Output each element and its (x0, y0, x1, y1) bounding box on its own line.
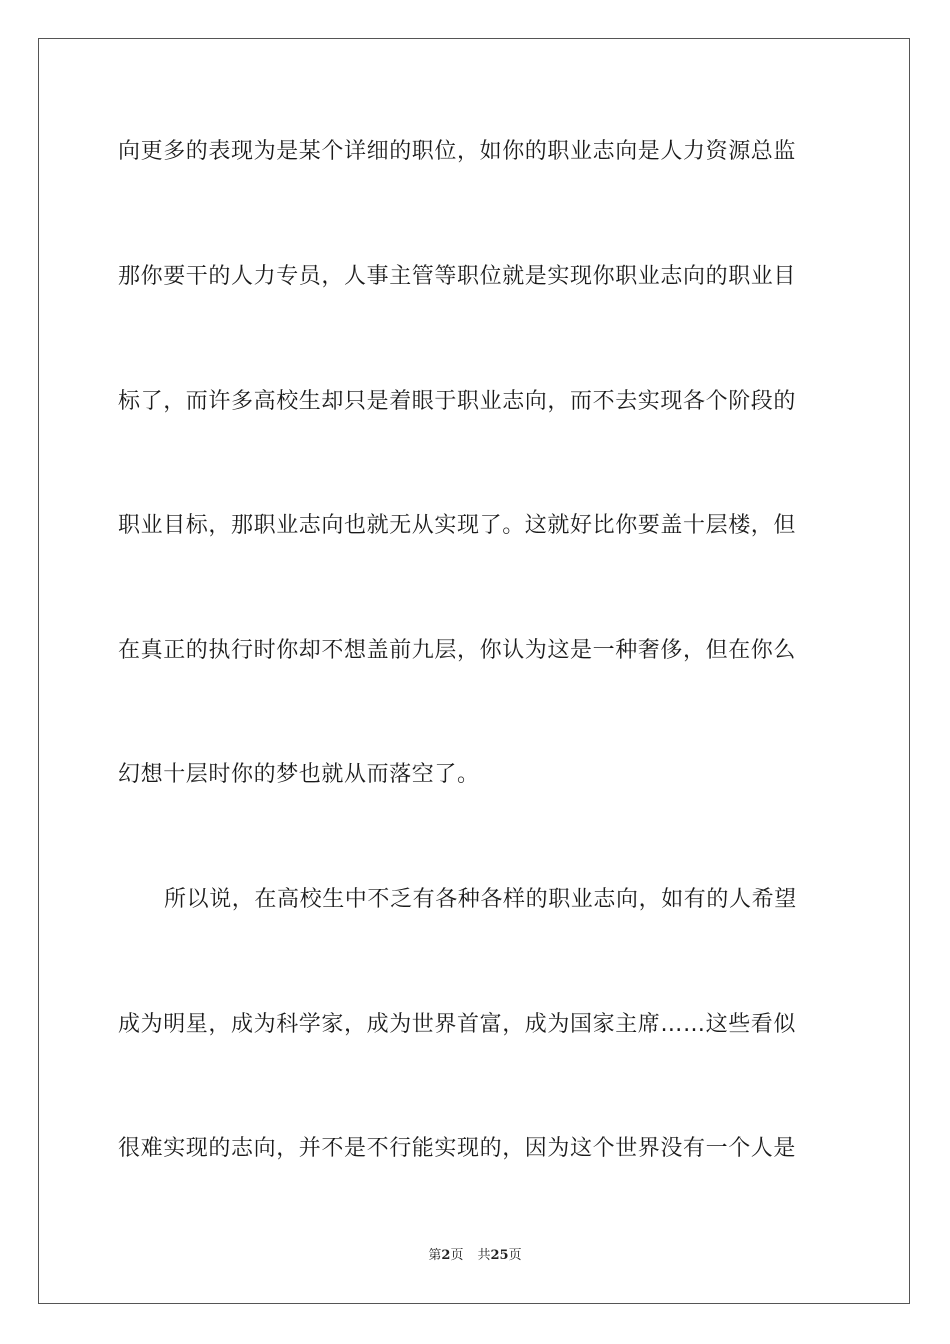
body-text-line-2: 那你要干的人力专员，人事主管等职位就是实现你职业志向的职业目 (118, 264, 797, 289)
footer-page-number: 2 (441, 1248, 451, 1263)
body-text-line-6: 幻想十层时你的梦也就从而落空了。 (118, 762, 480, 787)
body-text-line-3: 标了，而许多高校生却只是着眼于职业志向，而不去实现各个阶段的 (118, 389, 797, 414)
body-text-line-5: 在真正的执行时你却不想盖前九层，你认为这是一种奢侈，但在你么 (118, 638, 797, 663)
body-text-line-8: 成为明星，成为科学家，成为世界首富，成为国家主席……这些看似 (118, 1012, 797, 1037)
footer-total-pages: 25 (490, 1248, 509, 1263)
body-text-line-1: 向更多的表现为是某个详细的职位，如你的职业志向是人力资源总监 (118, 139, 797, 164)
page-footer (0, 1247, 950, 1265)
body-text-line-4: 职业目标，那职业志向也就无从实现了。这就好比你要盖十层楼，但 (118, 513, 797, 538)
footer-total-suffix: 页 (508, 1248, 522, 1263)
body-text-line-9: 很难实现的志向，并不是不行能实现的，因为这个世界没有一个人是 (118, 1136, 797, 1161)
page-border (38, 38, 910, 1304)
footer-page-suffix: 页 (450, 1248, 464, 1263)
body-text-line-7-indented: 所以说，在高校生中不乏有各种各样的职业志向，如有的人希望 (164, 887, 797, 912)
footer-page-prefix: 第 (428, 1248, 442, 1263)
footer-total-prefix: 共 (477, 1248, 491, 1263)
